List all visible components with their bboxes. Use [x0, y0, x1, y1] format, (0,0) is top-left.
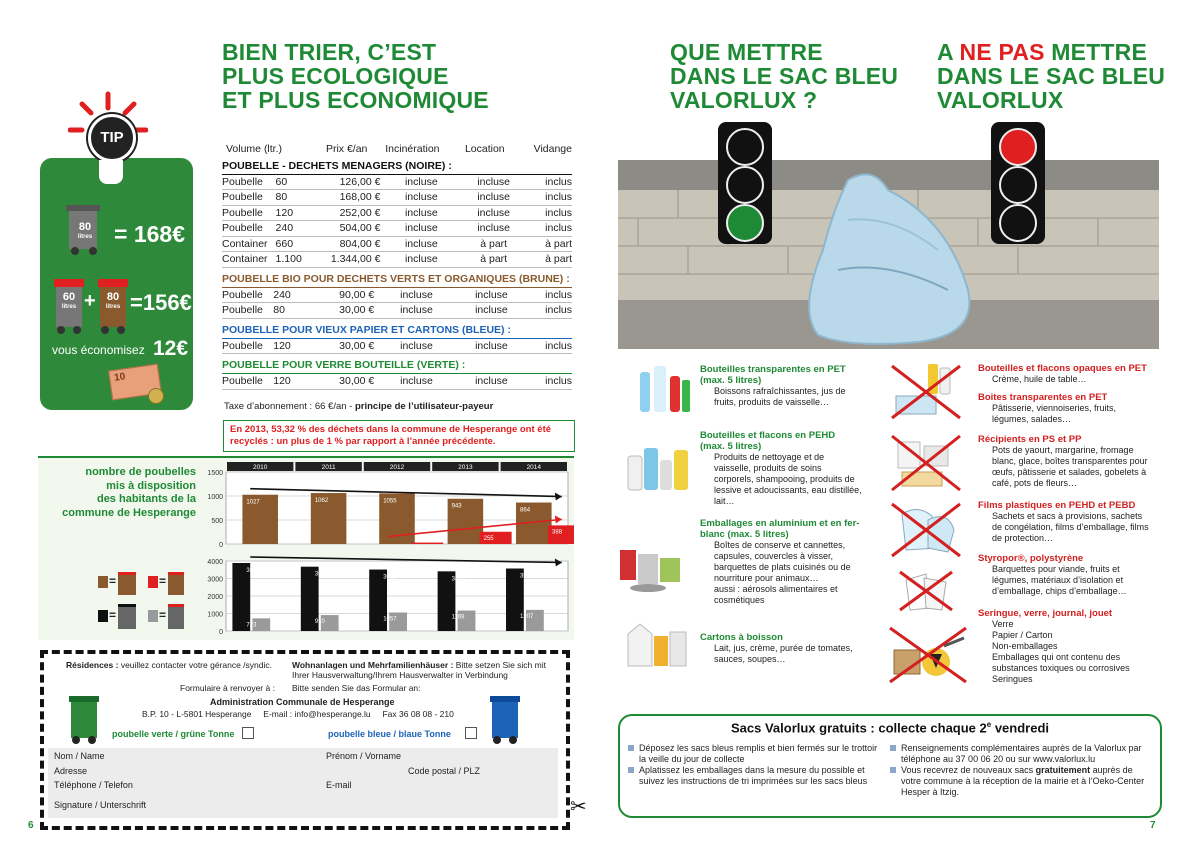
table-cell: incluse: [458, 221, 529, 237]
signature-field[interactable]: Signature / Unterschrift: [54, 800, 147, 810]
black-bin-icon: [98, 610, 108, 622]
blue-bin-option-label: poubelle bleue / blaue Tonne: [328, 729, 451, 739]
table-cell: incluse: [458, 175, 529, 190]
no-title: A NE PAS METTRE DANS LE SAC BLEU VALORLUX: [937, 39, 1166, 113]
y-tick-label: 0: [219, 629, 223, 636]
bar: [411, 543, 443, 544]
table-cell: Poubelle: [222, 303, 269, 319]
table-cell: Poubelle: [222, 288, 269, 303]
table-cell: inclus: [529, 205, 572, 221]
cans-icon: [618, 544, 692, 592]
table-cell: 120: [272, 205, 319, 221]
table-cell: 240: [272, 221, 319, 237]
table-cell: inclus: [529, 190, 572, 206]
bin-unit-label: litres: [61, 304, 77, 310]
table-cell: incluse: [378, 339, 454, 354]
table-cell: 30,00 €: [315, 339, 378, 354]
y-tick-label: 4000: [207, 559, 223, 566]
coin-icon: [148, 388, 164, 404]
table-row: [222, 374, 572, 389]
red-bin-icon: [148, 576, 158, 588]
grey-bin-icon: [118, 604, 136, 629]
firstname-field[interactable]: Prénom / Vorname: [326, 751, 402, 761]
data-label: 255: [483, 535, 494, 542]
tip-price-1: = 168€: [114, 221, 185, 247]
admin-name: Administration Communale de Hesperange: [210, 697, 395, 707]
bin-size-label: 60: [62, 291, 76, 303]
chart-legend: = = = =: [98, 570, 194, 632]
table-cell: incluse: [455, 288, 528, 303]
table-cell: à part: [529, 252, 572, 268]
name-field[interactable]: Nom / Name: [54, 751, 105, 761]
table-cell: inclus: [528, 303, 572, 319]
syringe-glass-toy-crossed-icon: [886, 624, 970, 686]
table-cell: 120: [269, 374, 315, 389]
chart-description: nombre de poubelles mis à disposition des habitants de la commune de Hesperange: [62, 466, 196, 519]
table-cell: 804,00 €: [318, 236, 384, 252]
table-cell: incluse: [455, 374, 528, 389]
table-section-title: POUBELLE POUR VERRE BOUTEILLE (VERTE) :: [222, 357, 572, 374]
table-cell: 126,00 €: [318, 175, 384, 190]
table-header-row: [222, 142, 572, 157]
red-traffic-light-icon: [991, 122, 1045, 244]
table-cell: Poubelle: [222, 175, 272, 190]
table-header: Volume (ltr.): [226, 143, 283, 156]
brown-bin-icon: [118, 572, 136, 595]
page-number-right: 7: [1150, 820, 1156, 831]
admin-address: B.P. 10 - L-5801 Hesperange E-mail : info@hesperange.lu Fax 36 08 08 - 210: [142, 709, 454, 719]
table-cell: Poubelle: [222, 339, 269, 354]
green-bin-checkbox[interactable]: [242, 727, 254, 739]
drink-cartons-icon: [624, 622, 688, 668]
y-tick-label: 1500: [207, 470, 223, 477]
table-cell: incluse: [458, 205, 529, 221]
brown-bin-icon: [168, 572, 184, 595]
table-cell: 120: [269, 339, 315, 354]
table-row: [222, 236, 572, 252]
yes-item-4: Cartons à boisson Lait, jus, crème, purée de tomates, sauces, soupes…: [700, 632, 853, 664]
table-cell: incluse: [384, 221, 458, 237]
table-cell: 252,00 €: [318, 205, 384, 221]
table-header: Prix €/an: [325, 143, 368, 156]
y-tick-label: 1000: [207, 494, 223, 501]
blue-bin-checkbox[interactable]: [465, 727, 477, 739]
table-cell: 504,00 €: [318, 221, 384, 237]
table-cell: Poubelle: [222, 374, 269, 389]
data-label: 3675: [314, 571, 329, 578]
table-row: [222, 190, 572, 206]
valorlux-bag-photo: [618, 160, 1159, 349]
y-tick-label: 0: [219, 542, 223, 549]
green-traffic-light-icon: [718, 122, 772, 244]
yes-title: QUE METTRE DANS LE SAC BLEU VALORLUX ?: [670, 39, 899, 113]
table-cell: 80: [272, 190, 319, 206]
table-cell: 30,00 €: [315, 303, 378, 319]
send-de: Bitte senden Sie das Formular an:: [292, 683, 421, 693]
table-cell: Container: [222, 252, 272, 268]
table-cell: 660: [272, 236, 319, 252]
x-tick-label: 2011: [321, 464, 336, 471]
table-cell: 168,00 €: [318, 190, 384, 206]
table-cell: incluse: [384, 252, 458, 268]
residences-note: Résidences : veuillez contacter votre gérance /syndic.: [66, 660, 272, 670]
pet-bottles-icon: [634, 362, 692, 414]
green-bin-option-label: poubelle verte / grüne Tonne: [112, 729, 235, 739]
plus-sign: +: [84, 290, 96, 312]
tax-note: Taxe d’abonnement : 66 €/an - principe de l’utilisateur-payeur: [224, 401, 494, 412]
bins-chart-black-grey: [200, 555, 574, 637]
opaque-bottles-crossed-icon: [888, 362, 964, 420]
savings-value: 12€: [153, 337, 189, 360]
table-cell: inclus: [528, 288, 572, 303]
collection-bullets-right: Renseignements complémentaires auprès de la Valorlux par téléphone au 37 00 06 20 ou sur www.valorlux.lu Vous recevrez de nouveaux sacs gratuitement auprès de votre commune à la réception de la mairie et à l’Oeko-Center Hesper à Itzig.: [890, 743, 1152, 798]
yes-item-3: Emballages en aluminium et en fer-blanc (max. 5 litres) Boîtes de conserve et cannettes, capsules, couvercles à visser, barquettes de plats cuisinés ou de nourriture pour animaux… aussi : aérosols alimentaires et cosmétiques: [700, 518, 860, 605]
data-label: 1057: [383, 616, 397, 623]
table-cell: 1.344,00 €: [318, 252, 384, 268]
table-cell: inclus: [529, 221, 572, 237]
data-label: 723: [246, 622, 257, 629]
tip-price-2: =156€: [130, 290, 192, 315]
data-label: 910: [314, 619, 325, 626]
scissors-icon: ✂: [570, 796, 587, 818]
banknote-icon: 10: [108, 364, 162, 401]
no-item-1: Bouteilles et flacons opaques en PET Crème, huile de table…: [978, 363, 1147, 384]
pehd-bottles-icon: [626, 442, 696, 492]
table-cell: 60: [272, 175, 319, 190]
grey-swatch-icon: [148, 610, 158, 622]
data-label: 1027: [246, 499, 260, 506]
email-field[interactable]: E-mail: [326, 780, 352, 790]
y-tick-label: 3000: [207, 576, 223, 584]
yes-item-1: Bouteilles transparentes en PET (max. 5 litres) Boissons rafraîchissantes, jus de fruits, produits de vaisselle…: [700, 364, 846, 407]
green-bin-icon: [68, 695, 100, 745]
x-tick-label: 2012: [389, 464, 405, 471]
table-cell: 30,00 €: [315, 374, 378, 389]
table-cell: Poubelle: [222, 205, 272, 221]
table-cell: incluse: [378, 374, 454, 389]
x-tick-label: 2013: [458, 464, 473, 471]
tip-badge: TIP: [88, 114, 136, 162]
table-cell: à part: [529, 236, 572, 252]
bin-size-label: 80: [106, 291, 120, 303]
no-item-6: Seringue, verre, journal, jouet Verre Papier / Carton Non-emballages Emballages qui ont contenu des substances toxiques ou corrosives Seringues: [978, 608, 1130, 684]
collection-bullets-left: Déposez les sacs bleus remplis et bien fermés sur le trottoir la veille du jour de collecte Aplatissez les emballages dans la mesure du possible et suivez les instructions de tri imprimées sur les sacs bleus: [628, 743, 884, 787]
table-row: [222, 175, 572, 190]
table-cell: incluse: [384, 175, 458, 190]
table-cell: Poubelle: [222, 190, 272, 206]
tip-bulb-base: [99, 160, 123, 184]
y-tick-label: 1000: [207, 611, 223, 619]
styropor-crossed-icon: [896, 568, 956, 614]
data-label: 3512: [383, 574, 397, 581]
table-cell: incluse: [455, 339, 528, 354]
table-row: [222, 221, 572, 237]
table-cell: incluse: [384, 236, 458, 252]
bins-chart-bio: [200, 460, 574, 550]
table-cell: inclus: [528, 339, 572, 354]
table-cell: incluse: [455, 303, 528, 319]
data-label: 3410: [451, 576, 465, 583]
table-cell: Poubelle: [222, 221, 272, 237]
table-cell: incluse: [378, 303, 454, 319]
table-header: Vidange: [533, 143, 572, 156]
table-cell: inclus: [529, 175, 572, 190]
no-item-2: Boites transparentes en PET Pâtisserie, viennoiseries, fruits, légumes, salades…: [978, 392, 1117, 424]
savings-text: vous économisez: [52, 343, 145, 357]
table-cell: 1.100: [272, 252, 319, 268]
no-item-4: Films plastiques en PEHD et PEBD Sachets et sacs à provisions, sachets de congélation, films d’emballage, films de protection…: [978, 500, 1149, 543]
table-cell: incluse: [384, 205, 458, 221]
no-item-3: Récipients en PS et PP Pots de yaourt, margarine, fromage blanc, glace, boîtes transparentes pour œufs, pâtisserie et salades, gobelets à café, pots de fleurs…: [978, 434, 1148, 488]
table-cell: à part: [458, 252, 529, 268]
table-cell: Container: [222, 236, 272, 252]
data-label: 1169: [451, 614, 465, 621]
left-page-title: BIEN TRIER, C’EST PLUS ECOLOGIQUE ET PLUS ECONOMIQUE: [222, 39, 489, 113]
brown-bin-icon: [98, 576, 108, 588]
table-cell: 80: [269, 303, 315, 319]
table-cell: 90,00 €: [315, 288, 378, 303]
no-item-5: Styropor®, polystyrène Barquettes pour viande, fruits et légumes, matériaux d’isolation et d’emballage, chips d’emballage…: [978, 553, 1127, 596]
data-label: 3571: [520, 573, 534, 580]
table-row: [222, 205, 572, 221]
bin-unit-label: litres: [77, 234, 93, 240]
send-fr: Formulaire à renvoyer à :: [180, 683, 275, 693]
table-section-title: POUBELLE BIO POUR DECHETS VERTS ET ORGANIQUES (BRUNE) :: [222, 271, 572, 288]
grey-bin-icon: [168, 604, 184, 629]
page-number-left: 6: [28, 820, 34, 831]
data-label: 1062: [314, 498, 329, 505]
table-section-title: POUBELLE - DECHETS MENAGERS (NOIRE) :: [222, 158, 572, 175]
table-cell: à part: [458, 236, 529, 252]
data-label: 30: [415, 546, 422, 550]
address-field[interactable]: Adresse: [54, 766, 88, 776]
data-label: 1207: [520, 613, 534, 620]
data-label: 1055: [383, 498, 397, 505]
data-label: 943: [451, 503, 462, 510]
recycling-note: En 2013, 53,32 % des déchets dans la commune de Hesperange ont été recyclés : un plus de 1 % par rapport à l’année précédente.: [223, 420, 575, 452]
y-tick-label: 2000: [207, 594, 223, 601]
blue-bin-icon: [489, 695, 521, 745]
table-cell: 240: [269, 288, 315, 303]
data-label: 864: [520, 507, 531, 514]
plastic-films-crossed-icon: [888, 500, 964, 558]
bin-size-label: 80: [78, 221, 92, 233]
data-label: 3886: [246, 567, 260, 574]
y-tick-label: 500: [211, 518, 223, 525]
table-cell: incluse: [384, 190, 458, 206]
table-row: [222, 339, 572, 354]
price-table: [222, 142, 572, 390]
table-row: [222, 303, 572, 319]
yes-item-2: Bouteilles et flacons en PEHD (max. 5 litres) Produits de nettoyage et de vaisselle, produits de soins corporels, shampooing, produits de lessive et adoucissants, eau distillée, lait…: [700, 430, 862, 506]
table-row: [222, 252, 572, 268]
phone-field[interactable]: Téléphone / Telefon: [54, 780, 133, 790]
postcode-field[interactable]: Code postal / PLZ: [408, 766, 481, 776]
wohn-note: Wohnanlagen und Mehrfamilienhäuser : Bitte setzen Sie sich mit Ihrer Hausverwaltung/Ihrem Hausverwalter in Verbindung: [292, 660, 546, 680]
ps-pp-containers-crossed-icon: [888, 432, 964, 492]
collection-title: Sacs Valorlux gratuits : collecte chaque 2e vendredi: [730, 720, 1050, 736]
table-cell: inclus: [528, 374, 572, 389]
table-row: [222, 288, 572, 303]
data-label: 388: [552, 529, 563, 536]
table-header: Incinération: [385, 143, 440, 156]
table-cell: incluse: [458, 190, 529, 206]
table-section-title: POUBELLE POUR VIEUX PAPIER ET CARTONS (BLEUE) :: [222, 322, 572, 339]
x-tick-label: 2014: [526, 464, 542, 471]
bin-unit-label: litres: [105, 304, 121, 310]
table-header: Location: [464, 143, 505, 156]
x-tick-label: 2010: [252, 464, 268, 471]
table-cell: incluse: [378, 288, 454, 303]
